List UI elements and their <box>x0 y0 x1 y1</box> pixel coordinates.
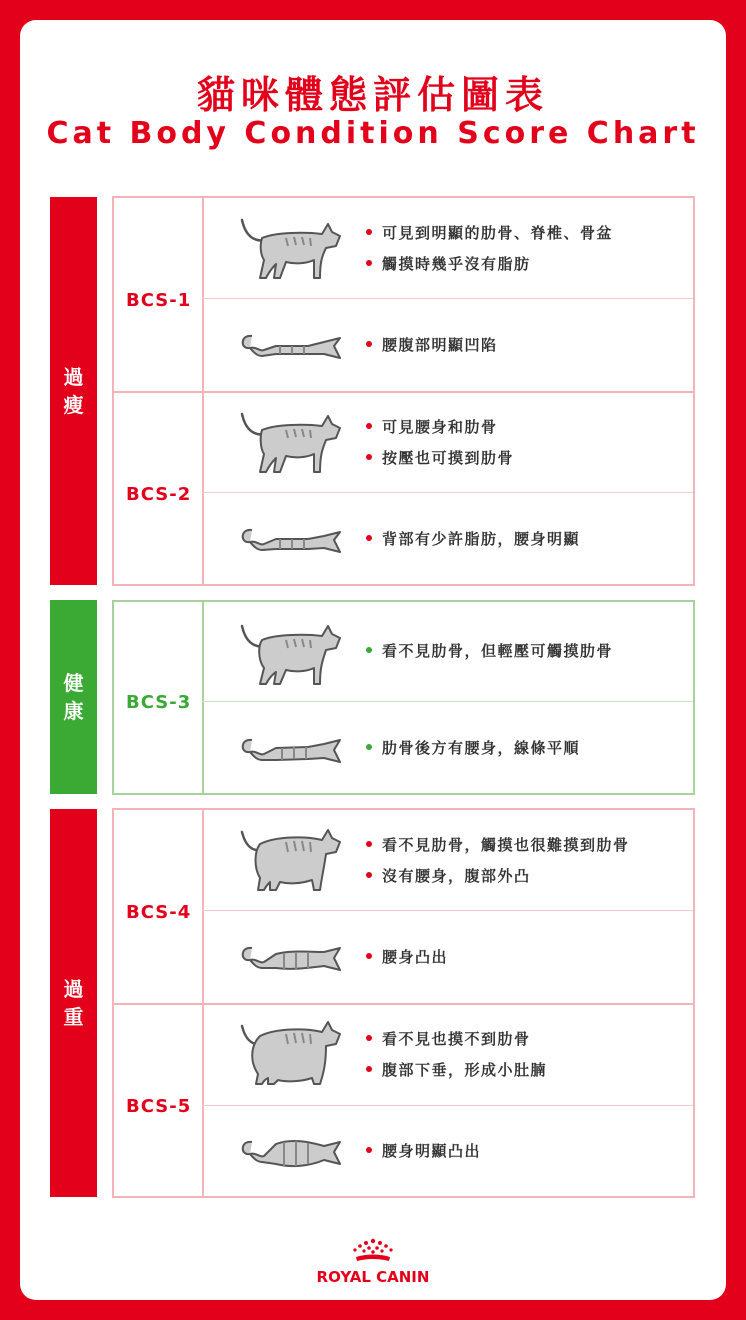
title-english: Cat Body Condition Score Chart <box>46 116 700 151</box>
title-chinese: 貓咪體態評估圖表 <box>196 73 549 117</box>
cat-side-icon <box>236 618 346 690</box>
cat-side-icon <box>236 1018 346 1090</box>
cat-top-icon <box>236 516 346 560</box>
logo-text: ROYAL CANIN <box>316 1268 430 1286</box>
cat-side-icon <box>236 824 346 896</box>
group-label-overweight: 過重 <box>50 809 97 1197</box>
bcs-label: BCS-2 <box>126 484 192 505</box>
table-overweight: BCS-4 看不見肋骨，觸摸也很難摸到肋骨 沒有腰身，腹部外凸 腰身凸出 BCS-5 看不見也摸不到肋骨 腹部下垂，形成小肚腩 腰身明顯凸出 <box>112 808 695 1198</box>
bcs-label: BCS-1 <box>126 290 192 311</box>
bcs-label: BCS-4 <box>126 902 192 923</box>
bcs-label: BCS-5 <box>126 1096 192 1117</box>
royal-canin-logo <box>0 1238 746 1286</box>
cat-side-icon <box>236 212 346 284</box>
cat-top-icon <box>236 726 346 770</box>
group-label-thin: 過瘦 <box>50 197 97 585</box>
cat-top-icon <box>236 934 346 978</box>
group-label-healthy: 健康 <box>50 600 97 794</box>
cat-top-icon <box>236 1128 346 1172</box>
table-healthy: BCS-3 看不見肋骨，但輕壓可觸摸肋骨 肋骨後方有腰身，線條平順 <box>112 600 695 795</box>
crown-icon <box>351 1238 395 1264</box>
cat-side-icon <box>236 406 346 478</box>
cat-top-icon <box>236 322 346 366</box>
bcs-label: BCS-3 <box>126 692 192 713</box>
table-thin: BCS-1 可見到明顯的肋骨、脊椎、骨盆 觸摸時幾乎沒有脂肪 腰腹部明顯凹陷 BCS-2 可見腰身和肋骨 按壓也可摸到肋骨 背部有少許脂肪，腰身明顯 <box>112 196 695 586</box>
